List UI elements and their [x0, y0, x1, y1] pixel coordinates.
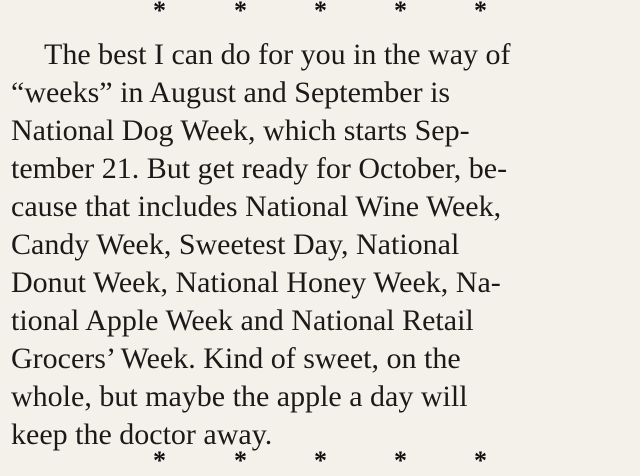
- asterisk-ornament: *: [314, 446, 327, 475]
- asterisk-ornament: *: [474, 446, 487, 475]
- paragraph-line-text: Donut Week, National Honey Week, Na-: [11, 266, 501, 299]
- paragraph-line: [0, 304, 640, 338]
- paragraph-line: [0, 190, 640, 224]
- asterisk-ornament: *: [474, 0, 487, 25]
- paragraph-line: [0, 76, 640, 110]
- paragraph-line-text: Grocers’ Week. Kind of sweet, on the: [11, 342, 461, 375]
- paragraph-line: [0, 114, 640, 148]
- paragraph-line-text: cause that includes National Wine Week,: [11, 190, 502, 223]
- paragraph-line-text: tember 21. But get ready for October, be-: [11, 152, 508, 185]
- paragraph-line-text: tional Apple Week and National Retail: [11, 304, 474, 337]
- paragraph-line: [0, 266, 640, 300]
- paragraph-line: [0, 380, 640, 414]
- asterisk-ornament: *: [153, 446, 166, 475]
- paragraph-line: [0, 38, 640, 72]
- asterisk-ornament: *: [234, 0, 247, 25]
- paragraph-line-text: National Dog Week, which starts Sep-: [11, 114, 470, 147]
- paragraph-line-text: “weeks” in August and September is: [11, 76, 451, 109]
- paragraph-line-text: keep the doctor away.: [11, 418, 273, 451]
- paragraph-line: [0, 152, 640, 186]
- top-ornament-row: [0, 0, 640, 26]
- paragraph-line-text: Candy Week, Sweetest Day, National: [11, 228, 460, 261]
- asterisk-ornament: *: [394, 0, 407, 25]
- paragraph-line: [0, 342, 640, 376]
- asterisk-ornament: *: [153, 0, 166, 25]
- paragraph-line-text: whole, but maybe the apple a day will: [11, 380, 468, 413]
- asterisk-ornament: *: [234, 446, 247, 475]
- bottom-ornament-row: [0, 446, 640, 476]
- paragraph-line: [0, 228, 640, 262]
- asterisk-ornament: *: [314, 0, 327, 25]
- asterisk-ornament: *: [394, 446, 407, 475]
- paragraph-line-text: The best I can do for you in the way of: [44, 38, 511, 71]
